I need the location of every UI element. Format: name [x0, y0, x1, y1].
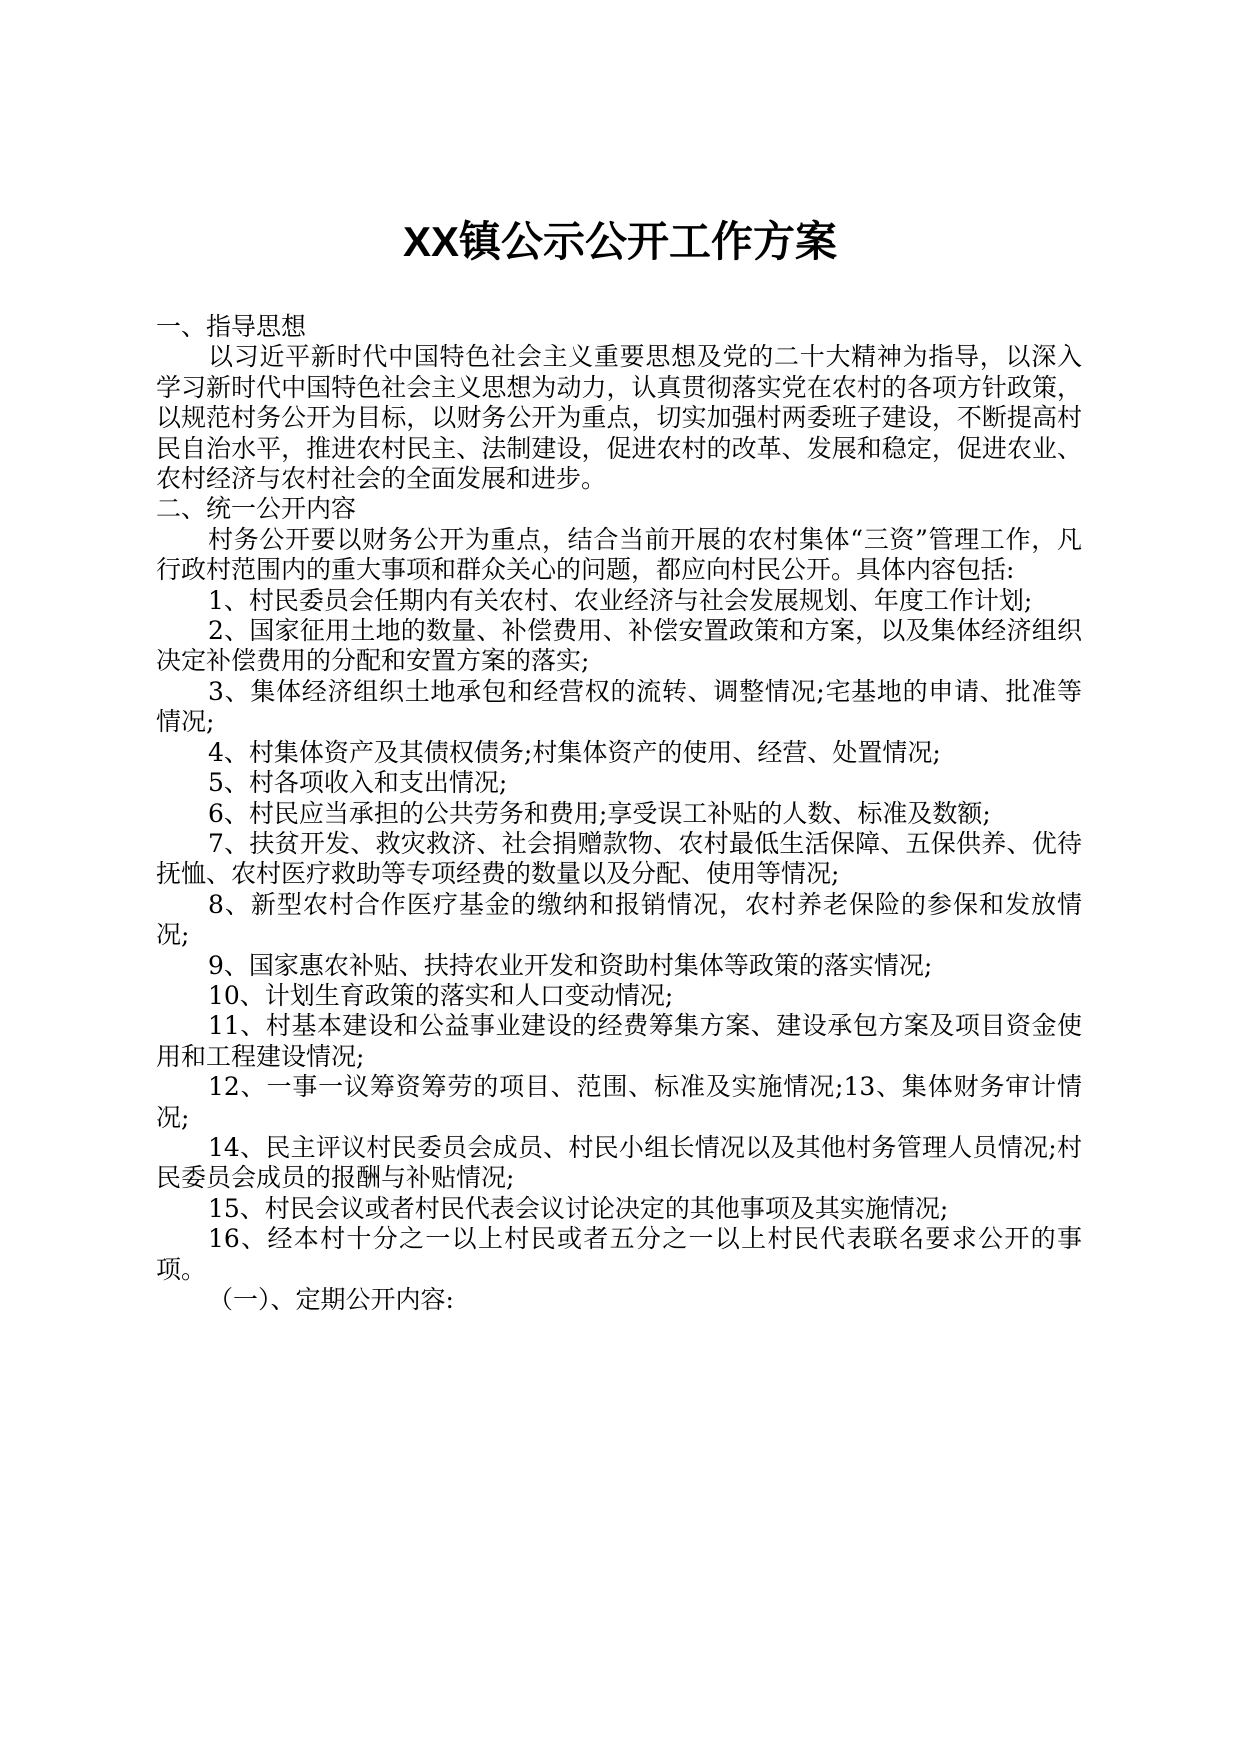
list-item: 6、村民应当承担的公共劳务和费用;享受误工补贴的人数、标准及数额;	[208, 798, 991, 828]
list-item: 5、村各项收入和支出情况;	[208, 768, 508, 798]
subsection-heading-regular-disclosure: （一）、定期公开内容:	[208, 1285, 454, 1314]
paragraph-public-content-intro: 村务公开要以财务公开为重点，结合当前开展的农村集体“三资”管理工作，凡行政村范围内的重大事项和群众关心的问题，都应向村民公开。具体内容包括:	[156, 524, 1082, 585]
list-item: 4、村集体资产及其债权债务;村集体资产的使用、经营、处置情况;	[208, 737, 941, 767]
list-item: 14、民主评议村民委员会成员、村民小组长情况以及其他村务管理人员情况;村民委员会成员的报酬与补贴情况;	[156, 1132, 1082, 1193]
list-item: 1、村民委员会任期内有关农村、农业经济与社会发展规划、年度工作计划;	[208, 585, 1033, 615]
list-item: 7、扶贫开发、救灾救济、社会捐赠款物、农村最低生活保障、五保供养、优待抚恤、农村医疗救助等专项经费的数量以及分配、使用等情况;	[156, 828, 1082, 889]
section-heading-guiding-thought: 一、指导思想	[156, 312, 307, 341]
list-item: 12、一事一议筹资筹劳的项目、范围、标准及实施情况;13、集体财务审计情况;	[156, 1072, 1082, 1132]
section-heading-public-content: 二、统一公开内容	[156, 494, 357, 524]
document-body	[156, 312, 1082, 1315]
paragraph-guiding-thought: 以习近平新时代中国特色社会主义重要思想及党的二十大精神为指导，以深入学习新时代中国特色社会主义思想为动力，认真贯彻落实党在农村的各项方针政策，以规范村务公开为目标，以财务公开为重点，切实加强村两委班子建设，不断提高村民自治水平，推进农村民主、法制建设，促进农村的改革、发展和稳定，促进农业、农村经济与农村社会的全面发展和进步。	[156, 342, 1082, 494]
list-item: 10、计划生育政策的落实和人口变动情况;	[208, 980, 674, 1010]
list-item: 8、新型农村合作医疗基金的缴纳和报销情况，农村养老保险的参保和发放情况;	[156, 889, 1082, 950]
list-item: 16、经本村十分之一以上村民或者五分之一以上村民代表联名要求公开的事项。	[156, 1224, 1082, 1284]
list-item: 9、国家惠农补贴、扶持农业开发和资助村集体等政策的落实情况;	[208, 950, 933, 980]
list-item: 11、村基本建设和公益事业建设的经费筹集方案、建设承包方案及项目资金使用和工程建设情况;	[156, 1011, 1082, 1071]
list-item: 2、国家征用土地的数量、补偿费用、补偿安置政策和方案，以及集体经济组织决定补偿费用的分配和安置方案的落实;	[156, 616, 1082, 676]
list-item: 3、集体经济组织土地承包和经营权的流转、调整情况;宅基地的申请、批准等情况;	[156, 676, 1082, 737]
list-item: 15、村民会议或者村民代表会议讨论决定的其他事项及其实施情况;	[208, 1193, 949, 1223]
document-title: XX镇公示公开工作方案	[402, 218, 838, 265]
